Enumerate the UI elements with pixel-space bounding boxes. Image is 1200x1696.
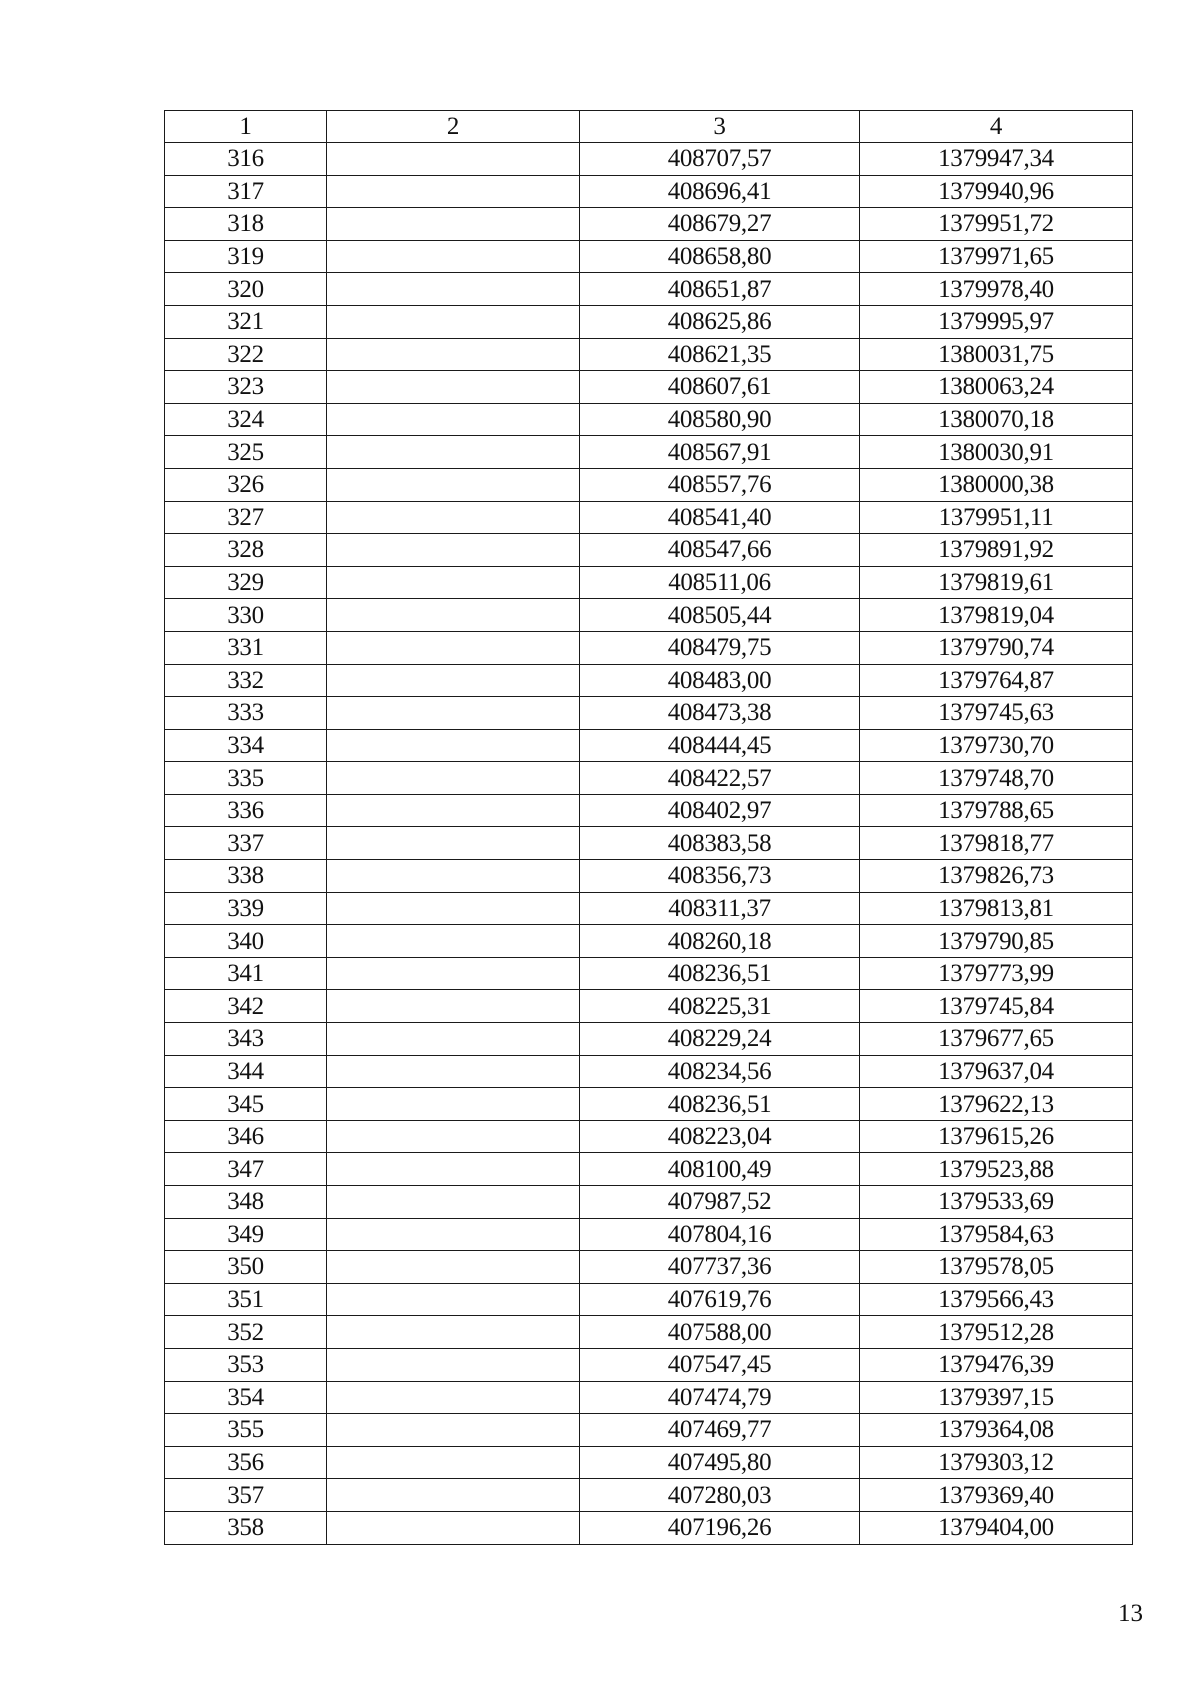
empty-cell <box>327 1414 580 1447</box>
empty-cell <box>327 371 580 404</box>
table-row <box>165 1316 1133 1349</box>
table-row <box>165 697 1133 730</box>
y-coordinate-cell: 1380063,24 <box>860 371 1133 404</box>
point-number-cell: 327 <box>165 501 327 534</box>
table-row <box>165 1381 1133 1414</box>
empty-cell <box>327 534 580 567</box>
y-coordinate-cell: 1379303,12 <box>860 1446 1133 1479</box>
x-coordinate-cell: 408567,91 <box>580 436 860 469</box>
table-row <box>165 143 1133 176</box>
y-coordinate-cell: 1379826,73 <box>860 860 1133 893</box>
point-number-cell: 341 <box>165 957 327 990</box>
y-coordinate-cell: 1379748,70 <box>860 762 1133 795</box>
x-coordinate-cell: 408696,41 <box>580 175 860 208</box>
x-coordinate-cell: 408658,80 <box>580 240 860 273</box>
x-coordinate-cell: 408234,56 <box>580 1055 860 1088</box>
y-coordinate-cell: 1379566,43 <box>860 1283 1133 1316</box>
table-row <box>165 1120 1133 1153</box>
y-coordinate-cell: 1379578,05 <box>860 1251 1133 1284</box>
empty-cell <box>327 631 580 664</box>
table-row <box>165 925 1133 958</box>
x-coordinate-cell: 408557,76 <box>580 468 860 501</box>
x-coordinate-cell: 407495,80 <box>580 1446 860 1479</box>
point-number-cell: 326 <box>165 468 327 501</box>
x-coordinate-cell: 408483,00 <box>580 664 860 697</box>
empty-cell <box>327 1511 580 1544</box>
y-coordinate-cell: 1379773,99 <box>860 957 1133 990</box>
x-coordinate-cell: 408100,49 <box>580 1153 860 1186</box>
point-number-cell: 333 <box>165 697 327 730</box>
y-coordinate-cell: 1379819,61 <box>860 566 1133 599</box>
header-cell-1: 1 <box>165 111 327 143</box>
table-row <box>165 1055 1133 1088</box>
table-row <box>165 957 1133 990</box>
point-number-cell: 349 <box>165 1218 327 1251</box>
table-row <box>165 1511 1133 1544</box>
table-row <box>165 762 1133 795</box>
table-header <box>165 111 1133 143</box>
y-coordinate-cell: 1379790,74 <box>860 631 1133 664</box>
table-row <box>165 990 1133 1023</box>
table-row <box>165 566 1133 599</box>
empty-cell <box>327 697 580 730</box>
table-row <box>165 371 1133 404</box>
point-number-cell: 320 <box>165 273 327 306</box>
x-coordinate-cell: 408260,18 <box>580 925 860 958</box>
x-coordinate-cell: 408422,57 <box>580 762 860 795</box>
x-coordinate-cell: 408236,51 <box>580 957 860 990</box>
point-number-cell: 356 <box>165 1446 327 1479</box>
empty-cell <box>327 436 580 469</box>
table-row <box>165 338 1133 371</box>
y-coordinate-cell: 1380000,38 <box>860 468 1133 501</box>
table-row <box>165 892 1133 925</box>
y-coordinate-cell: 1380070,18 <box>860 403 1133 436</box>
table-row <box>165 631 1133 664</box>
empty-cell <box>327 175 580 208</box>
empty-cell <box>327 566 580 599</box>
point-number-cell: 324 <box>165 403 327 436</box>
x-coordinate-cell: 408383,58 <box>580 827 860 860</box>
y-coordinate-cell: 1379951,11 <box>860 501 1133 534</box>
x-coordinate-cell: 408225,31 <box>580 990 860 1023</box>
y-coordinate-cell: 1379995,97 <box>860 305 1133 338</box>
table-row <box>165 175 1133 208</box>
x-coordinate-cell: 408651,87 <box>580 273 860 306</box>
point-number-cell: 354 <box>165 1381 327 1414</box>
point-number-cell: 350 <box>165 1251 327 1284</box>
point-number-cell: 346 <box>165 1120 327 1153</box>
table-row <box>165 273 1133 306</box>
table-row <box>165 1088 1133 1121</box>
point-number-cell: 316 <box>165 143 327 176</box>
point-number-cell: 334 <box>165 729 327 762</box>
point-number-cell: 319 <box>165 240 327 273</box>
y-coordinate-cell: 1379947,34 <box>860 143 1133 176</box>
y-coordinate-cell: 1379790,85 <box>860 925 1133 958</box>
table-row <box>165 501 1133 534</box>
y-coordinate-cell: 1379819,04 <box>860 599 1133 632</box>
point-number-cell: 335 <box>165 762 327 795</box>
y-coordinate-cell: 1379523,88 <box>860 1153 1133 1186</box>
x-coordinate-cell: 408580,90 <box>580 403 860 436</box>
x-coordinate-cell: 407547,45 <box>580 1348 860 1381</box>
point-number-cell: 352 <box>165 1316 327 1349</box>
x-coordinate-cell: 407469,77 <box>580 1414 860 1447</box>
empty-cell <box>327 1023 580 1056</box>
point-number-cell: 339 <box>165 892 327 925</box>
y-coordinate-cell: 1379584,63 <box>860 1218 1133 1251</box>
y-coordinate-cell: 1379745,84 <box>860 990 1133 1023</box>
x-coordinate-cell: 408607,61 <box>580 371 860 404</box>
point-number-cell: 342 <box>165 990 327 1023</box>
empty-cell <box>327 729 580 762</box>
point-number-cell: 323 <box>165 371 327 404</box>
table-row <box>165 1023 1133 1056</box>
x-coordinate-cell: 407619,76 <box>580 1283 860 1316</box>
x-coordinate-cell: 408511,06 <box>580 566 860 599</box>
point-number-cell: 329 <box>165 566 327 599</box>
point-number-cell: 337 <box>165 827 327 860</box>
x-coordinate-cell: 408547,66 <box>580 534 860 567</box>
point-number-cell: 358 <box>165 1511 327 1544</box>
point-number-cell: 340 <box>165 925 327 958</box>
empty-cell <box>327 1055 580 1088</box>
y-coordinate-cell: 1379512,28 <box>860 1316 1133 1349</box>
empty-cell <box>327 1283 580 1316</box>
table-row <box>165 1348 1133 1381</box>
point-number-cell: 351 <box>165 1283 327 1316</box>
x-coordinate-cell: 408621,35 <box>580 338 860 371</box>
empty-cell <box>327 338 580 371</box>
empty-cell <box>327 1381 580 1414</box>
page-number: 13 <box>1118 1600 1143 1627</box>
x-coordinate-cell: 408229,24 <box>580 1023 860 1056</box>
x-coordinate-cell: 408707,57 <box>580 143 860 176</box>
empty-cell <box>327 990 580 1023</box>
empty-cell <box>327 468 580 501</box>
empty-cell <box>327 925 580 958</box>
point-number-cell: 353 <box>165 1348 327 1381</box>
empty-cell <box>327 664 580 697</box>
table-row <box>165 729 1133 762</box>
empty-cell <box>327 599 580 632</box>
table-row <box>165 1153 1133 1186</box>
y-coordinate-cell: 1379364,08 <box>860 1414 1133 1447</box>
y-coordinate-cell: 1380030,91 <box>860 436 1133 469</box>
point-number-cell: 321 <box>165 305 327 338</box>
empty-cell <box>327 1479 580 1512</box>
table-row <box>165 1446 1133 1479</box>
table-row <box>165 208 1133 241</box>
x-coordinate-cell: 407280,03 <box>580 1479 860 1512</box>
empty-cell <box>327 1120 580 1153</box>
y-coordinate-cell: 1379971,65 <box>860 240 1133 273</box>
empty-cell <box>327 1348 580 1381</box>
y-coordinate-cell: 1379404,00 <box>860 1511 1133 1544</box>
table-row <box>165 1414 1133 1447</box>
y-coordinate-cell: 1379476,39 <box>860 1348 1133 1381</box>
empty-cell <box>327 762 580 795</box>
y-coordinate-cell: 1379940,96 <box>860 175 1133 208</box>
empty-cell <box>327 143 580 176</box>
table-row <box>165 305 1133 338</box>
header-cell-3: 3 <box>580 111 860 143</box>
y-coordinate-cell: 1379764,87 <box>860 664 1133 697</box>
empty-cell <box>327 240 580 273</box>
point-number-cell: 331 <box>165 631 327 664</box>
empty-cell <box>327 1088 580 1121</box>
point-number-cell: 318 <box>165 208 327 241</box>
y-coordinate-cell: 1379615,26 <box>860 1120 1133 1153</box>
empty-cell <box>327 794 580 827</box>
x-coordinate-cell: 407987,52 <box>580 1186 860 1219</box>
table-row <box>165 1218 1133 1251</box>
x-coordinate-cell: 408311,37 <box>580 892 860 925</box>
point-number-cell: 347 <box>165 1153 327 1186</box>
x-coordinate-cell: 408223,04 <box>580 1120 860 1153</box>
y-coordinate-cell: 1379818,77 <box>860 827 1133 860</box>
table-body <box>165 143 1133 1545</box>
y-coordinate-cell: 1379813,81 <box>860 892 1133 925</box>
table-row <box>165 599 1133 632</box>
y-coordinate-cell: 1379951,72 <box>860 208 1133 241</box>
x-coordinate-cell: 408679,27 <box>580 208 860 241</box>
y-coordinate-cell: 1379788,65 <box>860 794 1133 827</box>
point-number-cell: 355 <box>165 1414 327 1447</box>
empty-cell <box>327 1316 580 1349</box>
y-coordinate-cell: 1379891,92 <box>860 534 1133 567</box>
x-coordinate-cell: 408505,44 <box>580 599 860 632</box>
table-row <box>165 1479 1133 1512</box>
point-number-cell: 357 <box>165 1479 327 1512</box>
table-row <box>165 860 1133 893</box>
x-coordinate-cell: 408625,86 <box>580 305 860 338</box>
empty-cell <box>327 860 580 893</box>
table-row <box>165 1251 1133 1284</box>
table-row <box>165 1186 1133 1219</box>
point-number-cell: 338 <box>165 860 327 893</box>
point-number-cell: 336 <box>165 794 327 827</box>
point-number-cell: 343 <box>165 1023 327 1056</box>
y-coordinate-cell: 1379622,13 <box>860 1088 1133 1121</box>
x-coordinate-cell: 408479,75 <box>580 631 860 664</box>
y-coordinate-cell: 1379978,40 <box>860 273 1133 306</box>
table-row <box>165 1283 1133 1316</box>
x-coordinate-cell: 408236,51 <box>580 1088 860 1121</box>
table-row <box>165 534 1133 567</box>
empty-cell <box>327 827 580 860</box>
x-coordinate-cell: 408473,38 <box>580 697 860 730</box>
table-row <box>165 664 1133 697</box>
y-coordinate-cell: 1379369,40 <box>860 1479 1133 1512</box>
table-row <box>165 794 1133 827</box>
y-coordinate-cell: 1379397,15 <box>860 1381 1133 1414</box>
point-number-cell: 328 <box>165 534 327 567</box>
point-number-cell: 332 <box>165 664 327 697</box>
empty-cell <box>327 1218 580 1251</box>
empty-cell <box>327 305 580 338</box>
x-coordinate-cell: 408356,73 <box>580 860 860 893</box>
point-number-cell: 317 <box>165 175 327 208</box>
x-coordinate-cell: 408402,97 <box>580 794 860 827</box>
empty-cell <box>327 1446 580 1479</box>
y-coordinate-cell: 1379677,65 <box>860 1023 1133 1056</box>
table-row <box>165 436 1133 469</box>
table-row <box>165 827 1133 860</box>
table-row <box>165 240 1133 273</box>
y-coordinate-cell: 1380031,75 <box>860 338 1133 371</box>
x-coordinate-cell: 408444,45 <box>580 729 860 762</box>
x-coordinate-cell: 407474,79 <box>580 1381 860 1414</box>
x-coordinate-cell: 407196,26 <box>580 1511 860 1544</box>
point-number-cell: 322 <box>165 338 327 371</box>
y-coordinate-cell: 1379745,63 <box>860 697 1133 730</box>
x-coordinate-cell: 407588,00 <box>580 1316 860 1349</box>
table-row <box>165 403 1133 436</box>
empty-cell <box>327 208 580 241</box>
coordinates-table <box>164 110 1133 1545</box>
x-coordinate-cell: 407804,16 <box>580 1218 860 1251</box>
empty-cell <box>327 501 580 534</box>
empty-cell <box>327 1251 580 1284</box>
empty-cell <box>327 957 580 990</box>
y-coordinate-cell: 1379730,70 <box>860 729 1133 762</box>
point-number-cell: 348 <box>165 1186 327 1219</box>
point-number-cell: 325 <box>165 436 327 469</box>
x-coordinate-cell: 407737,36 <box>580 1251 860 1284</box>
empty-cell <box>327 1153 580 1186</box>
x-coordinate-cell: 408541,40 <box>580 501 860 534</box>
point-number-cell: 345 <box>165 1088 327 1121</box>
header-cell-2: 2 <box>327 111 580 143</box>
y-coordinate-cell: 1379637,04 <box>860 1055 1133 1088</box>
y-coordinate-cell: 1379533,69 <box>860 1186 1133 1219</box>
point-number-cell: 344 <box>165 1055 327 1088</box>
header-row <box>165 111 1133 143</box>
empty-cell <box>327 892 580 925</box>
table-row <box>165 468 1133 501</box>
empty-cell <box>327 1186 580 1219</box>
header-cell-4: 4 <box>860 111 1133 143</box>
empty-cell <box>327 403 580 436</box>
empty-cell <box>327 273 580 306</box>
point-number-cell: 330 <box>165 599 327 632</box>
